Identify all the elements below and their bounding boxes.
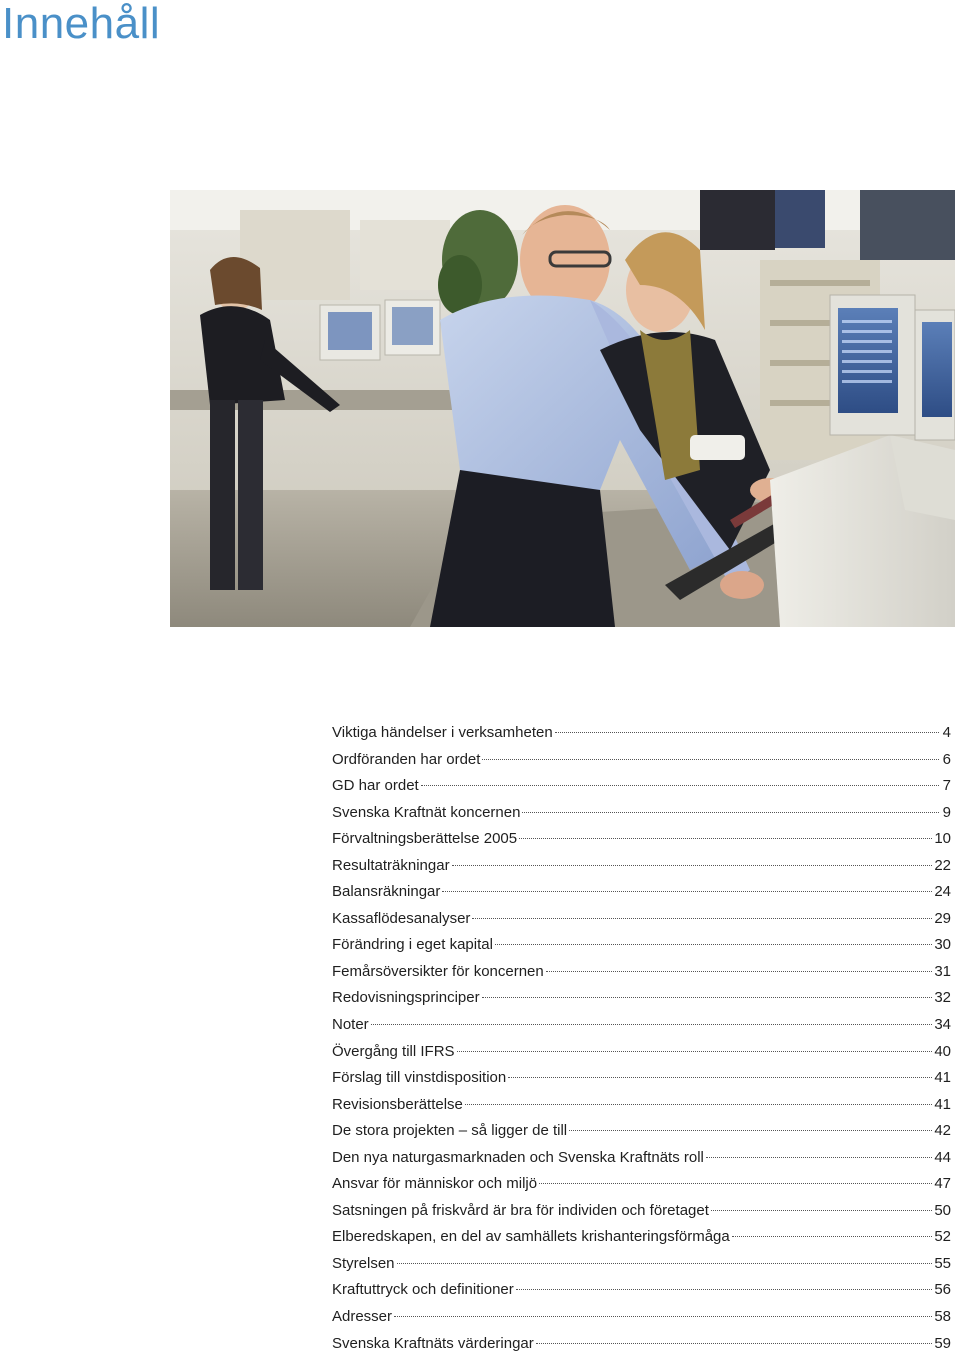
toc-entry[interactable] [332, 1065, 951, 1092]
toc-entry-page: 47 [934, 1175, 951, 1193]
toc-entry[interactable] [332, 800, 951, 827]
toc-dot-leader [732, 1236, 933, 1237]
toc-dot-leader [706, 1157, 932, 1158]
toc-entry-title: Övergång till IFRS [332, 1042, 455, 1060]
toc-dot-leader [482, 997, 933, 998]
toc-entry[interactable] [332, 1224, 951, 1251]
toc-dot-leader [508, 1077, 932, 1078]
toc-dot-leader [394, 1316, 932, 1317]
table-of-contents [332, 720, 951, 1357]
toc-entry-page: 42 [934, 1122, 951, 1140]
toc-entry[interactable] [332, 1092, 951, 1119]
toc-entry-page: 56 [934, 1281, 951, 1299]
toc-entry-title: Revisionsberättelse [332, 1095, 463, 1113]
toc-entry[interactable] [332, 1118, 951, 1145]
toc-entry-title: Den nya naturgasmarknaden och Svenska Kraftnäts roll [332, 1148, 704, 1166]
toc-entry-page: 9 [942, 803, 951, 821]
toc-dot-leader [711, 1210, 932, 1211]
toc-entry-title: Förändring i eget kapital [332, 936, 493, 954]
toc-dot-leader [555, 732, 939, 733]
toc-entry-title: De stora projekten – så ligger de till [332, 1122, 568, 1140]
toc-entry[interactable] [332, 853, 951, 880]
toc-entry-page: 4 [942, 724, 951, 741]
toc-dot-leader [495, 944, 932, 945]
toc-dot-leader [536, 1343, 933, 1344]
toc-entry-title: Förslag till vinstdisposition [332, 1069, 507, 1087]
toc-dot-leader [539, 1183, 932, 1184]
toc-dot-leader [546, 971, 933, 972]
toc-entry-page: 32 [934, 989, 951, 1007]
toc-entry[interactable] [332, 1251, 951, 1278]
toc-entry-page: 41 [934, 1095, 951, 1113]
toc-entry-title: Svenska Kraftnät koncernen [332, 803, 521, 821]
page-title: Innehåll [2, 0, 161, 48]
toc-dot-leader [421, 785, 939, 786]
toc-entry-page: 34 [934, 1016, 951, 1034]
toc-entry-title: Svenska Kraftnäts värderingar [332, 1334, 534, 1352]
toc-entry[interactable] [332, 1171, 951, 1198]
toc-dot-leader [522, 812, 939, 813]
toc-dot-leader [482, 759, 939, 760]
toc-entry-title: Ordföranden har ordet [332, 750, 481, 768]
toc-entry[interactable] [332, 747, 951, 774]
toc-dot-leader [472, 918, 932, 919]
toc-dot-leader [569, 1130, 932, 1131]
toc-entry[interactable] [332, 959, 951, 986]
toc-entry-title: Femårsöversikter för koncernen [332, 962, 544, 980]
toc-entry-title: Kraftuttryck och definitioner [332, 1281, 514, 1299]
toc-dot-leader [516, 1289, 933, 1290]
toc-entry-title: Viktiga händelser i verksamheten [332, 724, 553, 741]
toc-entry-title: Styrelsen [332, 1254, 395, 1272]
toc-entry-page: 31 [934, 962, 951, 980]
toc-entry[interactable] [332, 906, 951, 933]
toc-entry[interactable] [332, 826, 951, 853]
toc-entry[interactable] [332, 1145, 951, 1172]
toc-entry-page: 41 [934, 1069, 951, 1087]
toc-entry[interactable] [332, 1198, 951, 1225]
toc-entry[interactable] [332, 1277, 951, 1304]
toc-entry-title: Redovisningsprinciper [332, 989, 480, 1007]
toc-entry-page: 52 [934, 1228, 951, 1246]
toc-entry-page: 29 [934, 909, 951, 927]
toc-entry[interactable] [332, 1012, 951, 1039]
toc-entry-page: 50 [934, 1201, 951, 1219]
toc-entry-page: 24 [934, 883, 951, 901]
toc-entry-page: 40 [934, 1042, 951, 1060]
toc-entry-page: 6 [942, 750, 951, 768]
toc-entry[interactable] [332, 879, 951, 906]
toc-entry-title: Resultaträkningar [332, 856, 450, 874]
toc-entry-page: 10 [934, 830, 951, 848]
toc-entry[interactable] [332, 1331, 951, 1357]
toc-entry-page: 22 [934, 856, 951, 874]
toc-dot-leader [457, 1051, 933, 1052]
toc-dot-leader [452, 865, 933, 866]
toc-entry-page: 59 [934, 1334, 951, 1352]
toc-entry-page: 58 [934, 1308, 951, 1326]
toc-dot-leader [371, 1024, 933, 1025]
toc-entry-page: 7 [942, 777, 951, 795]
toc-dot-leader [442, 891, 932, 892]
toc-entry-title: Kassaflödesanalyser [332, 909, 471, 927]
toc-entry-title: Balansräkningar [332, 883, 441, 901]
toc-dot-leader [465, 1104, 932, 1105]
toc-entry[interactable] [332, 720, 951, 747]
toc-entry[interactable] [332, 773, 951, 800]
toc-entry-title: GD har ordet [332, 777, 419, 795]
toc-entry-page: 30 [934, 936, 951, 954]
toc-dot-leader [519, 838, 932, 839]
toc-entry-title: Adresser [332, 1308, 393, 1326]
cover-photo [170, 190, 955, 627]
toc-entry-page: 44 [934, 1148, 951, 1166]
toc-entry[interactable] [332, 985, 951, 1012]
toc-entry[interactable] [332, 932, 951, 959]
toc-entry-title: Elberedskapen, en del av samhällets krishanteringsförmåga [332, 1228, 730, 1246]
toc-entry-title: Ansvar för människor och miljö [332, 1175, 538, 1193]
control-room-photo [170, 190, 955, 627]
toc-dot-leader [397, 1263, 933, 1264]
toc-entry-title: Noter [332, 1016, 369, 1034]
toc-entry-title: Satsningen på friskvård är bra för individen och företaget [332, 1201, 709, 1219]
toc-entry-title: Förvaltningsberättelse 2005 [332, 830, 518, 848]
toc-entry[interactable] [332, 1304, 951, 1331]
toc-entry[interactable] [332, 1039, 951, 1066]
toc-entry-page: 55 [934, 1254, 951, 1272]
